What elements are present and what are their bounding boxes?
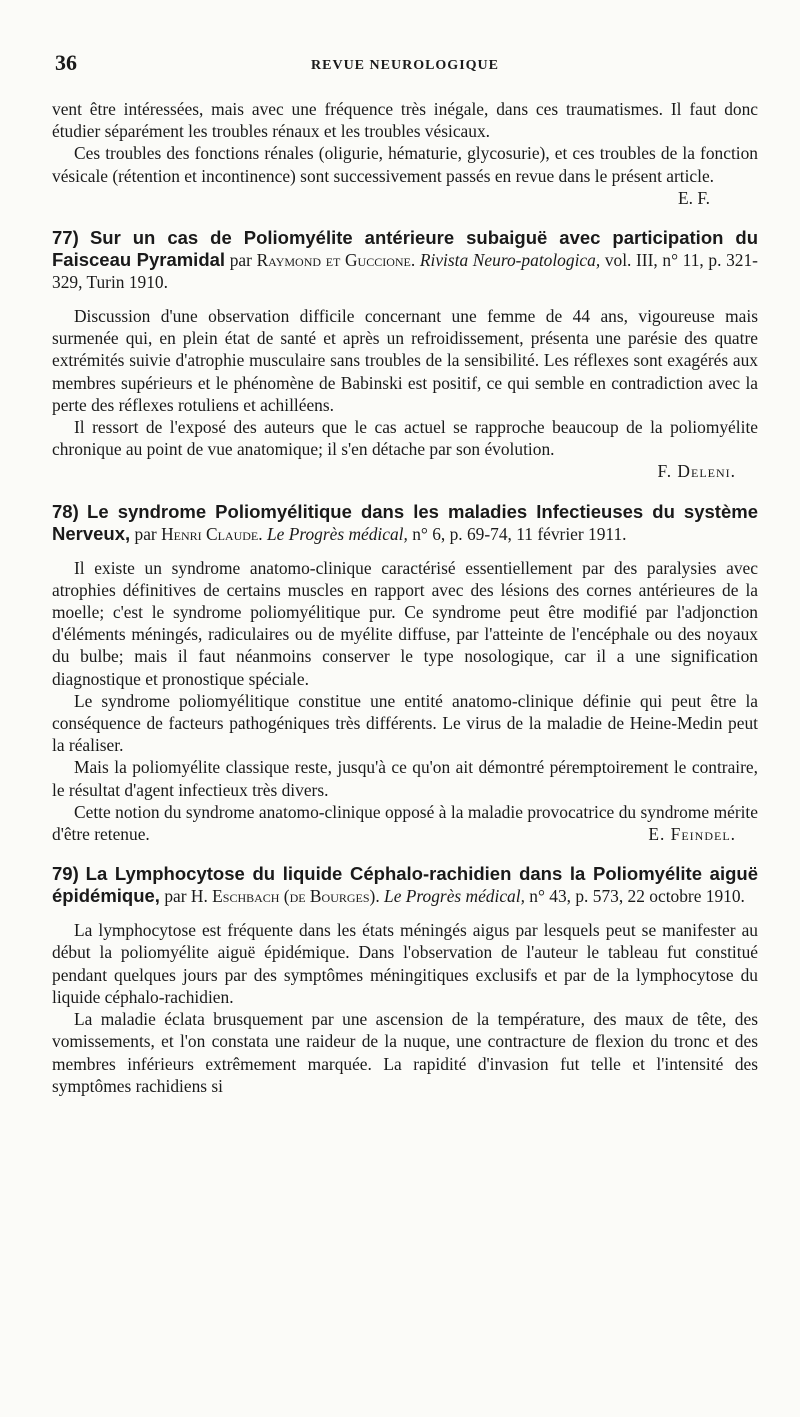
entry-paragraph: Il ressort de l'exposé des auteurs que le cas actuel se rapproche beaucoup de la poliomyélite chronique au point de vue anatomique; il s'en détache par son évolution. xyxy=(52,417,758,460)
entry-authors: H. Eschbach (de Bourges). xyxy=(190,886,380,907)
page-number: 36 xyxy=(55,50,77,75)
entry-title: Sur un cas de Poliomyélite antérieure subaiguë avec participation du Faisceau Pyramidal xyxy=(52,227,758,271)
signature: F. Deleni. xyxy=(657,461,736,482)
entry-paragraph: Il existe un syndrome anatomo-clinique caractérisé essentiellement par des paralysies avec atrophies définitives de certains muscles en rapport avec des lésions des cornes antérieures de la moelle; c'est le syndrome poliomyélitique pur. Ce syndrome peut être modifié par l'adjonction d'éléments méningés, radiculaires ou de myélite diffuse, par l'atteinte de l'encéphale ou des noyaux du bulbe; mais il faut néanmoins conserver le type nosologique, car il a une signification diagnostique et pronostique spéciale. xyxy=(52,557,758,689)
entry-heading xyxy=(52,501,758,545)
entry-reference: n° 43, p. 573, 22 octobre 1910. xyxy=(529,886,745,907)
signature: E. Feindel. xyxy=(648,824,736,845)
entry-title: La Lymphocytose du liquide Céphalo-rachidien dans la Poliomyélite aiguë épidémique, xyxy=(52,863,758,907)
entry-number: 78) xyxy=(52,500,79,522)
article-body xyxy=(52,98,758,1097)
entry-paragraph: La maladie éclata brusquement par une ascension de la température, des maux de tête, des vomissements, et l'on constata une raideur de la nuque, une contracture de flexion du tronc et des membres inférieurs extrêmement marquée. La rapidité d'invasion fut telle et l'intensité des symptômes rachidiens si xyxy=(52,1009,758,1096)
entry-paragraph: La lymphocytose est fréquente dans les états méningés aigus par lesquels peut se manifester au début la poliomyélite aiguë épidémique. Dans l'observation de l'auteur le tableau fut constitué pendant quelques jours par des symptômes méningitiques exclusifs et par de la lymphocytose du liquide céphalo-rachidien. xyxy=(52,920,758,1007)
abstract-entry xyxy=(52,863,758,1097)
entry-heading xyxy=(52,227,758,293)
entry-reference: vol. III, n° 11, p. 321-329, Turin 1910. xyxy=(52,250,758,293)
entry-number: 79) xyxy=(52,863,79,885)
entry-par: par xyxy=(134,523,157,544)
abstract-entry xyxy=(52,501,758,846)
running-title: REVUE NEUROLOGIQUE xyxy=(311,58,499,73)
entry-authors: Henri Claude. xyxy=(161,523,263,544)
entry-journal: Le Progrès médical, xyxy=(266,523,408,544)
entry-authors: Raymond et Guccione. xyxy=(256,250,416,271)
intro-paragraph: vent être intéressées, mais avec une fréquence très inégale, dans ces traumatismes. Il faut donc étudier séparément les troubles rénaux et les troubles vésicaux. xyxy=(52,99,758,142)
entry-par: par xyxy=(229,250,252,271)
page-header xyxy=(55,50,755,80)
entry-paragraph-text: Cette notion du syndrome anatomo-clinique opposé à la maladie provocatrice du syndrome mérite d'être retenue. xyxy=(52,801,758,845)
entry-journal: Le Progrès médical, xyxy=(384,886,525,907)
entry-reference: n° 6, p. 69-74, 11 février 1911. xyxy=(412,523,627,544)
entry-paragraph: Mais la poliomyélite classique reste, jusqu'à ce qu'on ait démontré péremptoirement le contraire, le résultat d'agent infectieux très divers. xyxy=(52,757,758,800)
intro-paragraph: Ces troubles des fonctions rénales (oligurie, hématurie, glycosurie), et ces troubles de la fonction vésicale (rétention et incontinence) sont successivement passés en revue dans le présent article. xyxy=(52,143,758,186)
entry-heading xyxy=(52,863,758,907)
entry-paragraph: Le syndrome poliomyélitique constitue une entité anatomo-clinique définie qui peut être la conséquence de facteurs pathogéniques très différents. Le virus de la maladie de Heine-Medin peut la réaliser. xyxy=(52,690,758,756)
entry-journal: Rivista Neuro-patologica, xyxy=(419,250,601,271)
entry-title: Le syndrome Poliomyélitique dans les maladies Infectieuses du système Nerveux, xyxy=(52,500,758,544)
abstract-entry xyxy=(52,227,758,483)
entry-par: par xyxy=(164,886,187,907)
signature: E. F. xyxy=(678,187,710,208)
entry-paragraph: Discussion d'une observation difficile concernant une femme de 44 ans, vigoureuse mais surmenée qui, en plein état de santé et après un refroidissement, présenta une parésie des quatre extrémités suivie d'atrophie musculaire sans troubles de la sensibilité. Les réflexes sont exagérés aux membres supérieurs et le phénomène de Babinski est positif, ce qui semble en contradiction avec la perte des réflexes rotuliens et achilléens. xyxy=(52,306,758,415)
entry-paragraph xyxy=(52,801,758,845)
entry-number: 77) xyxy=(52,227,79,249)
